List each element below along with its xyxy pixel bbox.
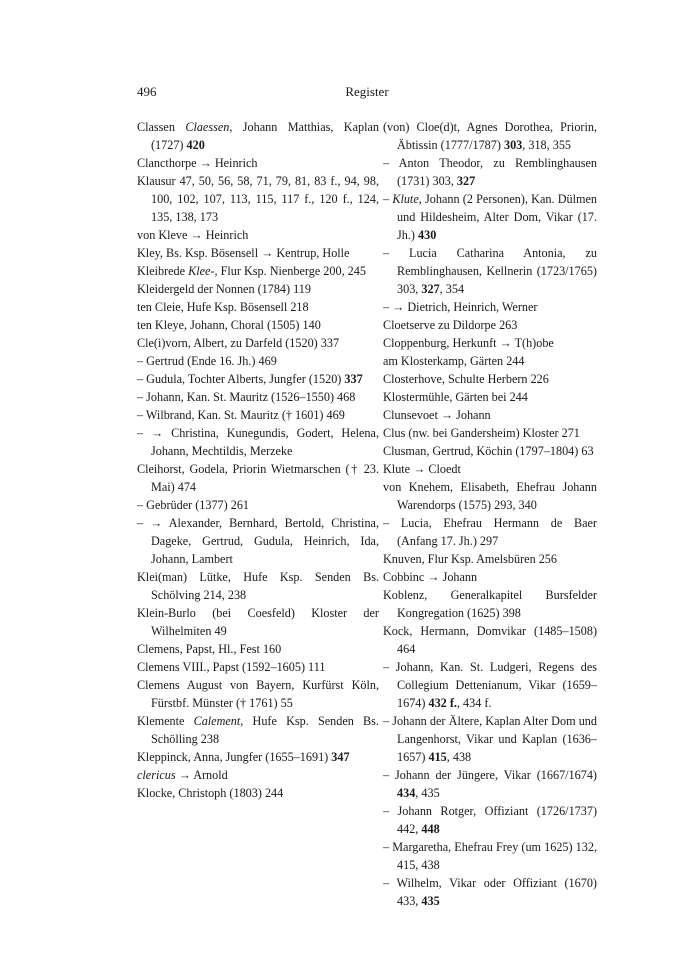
index-entry — [383, 118, 597, 154]
page-number: 496 — [137, 84, 157, 99]
index-entry — [383, 442, 597, 460]
index-entry — [137, 118, 379, 154]
index-entry — [383, 622, 597, 658]
entry-segment: Clusman, Gertrud, Köchin (1797–1804) 63 — [383, 444, 594, 458]
entry-segment: Kock, Hermann, Domvikar (1485–1508) 464 — [383, 624, 597, 656]
index-entry — [137, 226, 379, 244]
entry-segment: ten Kleye, Johann, Choral (1505) 140 — [137, 318, 321, 332]
entry-segment: – → Alexander, Bernhard, Bertold, Christina, Dageke, Gertrud, Gudula, Heinrich, Ida, Johann, Lambert — [137, 516, 379, 566]
entry-segment: Knuven, Flur Ksp. Amelsbüren 256 — [383, 552, 557, 566]
entry-segment: – Lucia Catharina Antonia, zu Remblinghausen, Kellnerin (1723/1765) 303, — [383, 246, 597, 296]
entry-segment: – Gudula, Tochter Alberts, Jungfer (1520) — [137, 372, 345, 386]
entry-segment: Cle(i)vorn, Albert, zu Darfeld (1520) 337 — [137, 336, 340, 350]
entry-segment: 327 — [456, 174, 476, 188]
entry-segment: – Lucia, Ehefrau Hermann de Baer (Anfang 17. Jh.) 297 — [383, 516, 597, 548]
entry-segment: 327 — [421, 282, 440, 296]
entry-segment: , Hufe Ksp. Senden Bs. Schölling 238 — [151, 714, 379, 746]
index-entry — [383, 406, 597, 424]
entry-segment: von Knehem, Elisabeth, Ehefrau Johann Warendorps (1575) 293, 340 — [383, 480, 597, 512]
entry-segment: Kleidergeld der Nonnen (1784) 119 — [137, 282, 311, 296]
index-entry — [137, 568, 379, 604]
entry-segment: Kley, Bs. Ksp. Bösensell → Kentrup, Holle — [137, 246, 350, 260]
index-entry — [383, 838, 597, 874]
entry-segment: – Johann der Ältere, Kaplan Alter Dom und Langenhorst, Vikar und Kaplan (1636–1657) — [383, 714, 597, 764]
index-entry — [137, 658, 379, 676]
index-entry — [383, 424, 597, 442]
entry-segment: – Johann der Jüngere, Vikar (1667/1674) — [383, 768, 597, 782]
index-entry — [383, 154, 597, 190]
index-entry — [137, 262, 379, 280]
entry-segment: Cobbinc → Johann — [383, 570, 478, 584]
entry-segment: Klute → Cloedt — [383, 462, 461, 476]
index-entry — [137, 154, 379, 172]
index-entry — [137, 766, 379, 784]
index-entry — [137, 334, 379, 352]
index-entry — [137, 280, 379, 298]
index-entry — [383, 334, 597, 352]
entry-segment: Closterhove, Schulte Herbern 226 — [383, 372, 549, 386]
index-entry — [383, 712, 597, 766]
entry-segment: Clemens August von Bayern, Kurfürst Köln, Fürstbf. Münster († 1761) 55 — [137, 678, 379, 710]
index-column-left — [137, 118, 379, 802]
index-entry — [383, 550, 597, 568]
entry-segment: von Kleve → Heinrich — [137, 228, 249, 242]
index-entry — [383, 514, 597, 550]
entry-segment: , 435 — [415, 786, 440, 800]
entry-segment: Johann (2 Personen), Kan. Dülmen und Hildesheim, Alter Dom, Vikar (17. Jh.) — [397, 192, 597, 242]
index-entry — [137, 514, 379, 568]
entry-segment: Clus (nw. bei Gandersheim) Kloster 271 — [383, 426, 580, 440]
running-title: Register — [345, 84, 389, 99]
index-entry — [137, 604, 379, 640]
entry-segment: , 438 — [446, 750, 472, 764]
entry-segment: Calement — [193, 714, 241, 728]
index-entry — [137, 370, 379, 388]
index-entry — [383, 244, 597, 298]
entry-segment: Cleihorst, Godela, Priorin Wietmarschen († 23. Mai) 474 — [137, 462, 379, 494]
entry-segment: Claessen — [185, 120, 230, 134]
entry-segment: Koblenz, Generalkapitel Bursfelder Kongregation (1625) 398 — [383, 588, 597, 620]
index-entry — [137, 388, 379, 406]
entry-segment: – Johann Rotger, Offiziant (1726/1737) 442, — [383, 804, 597, 836]
entry-segment: – Anton Theodor, zu Remblinghausen (1731) 303, — [383, 156, 597, 188]
entry-segment: , Flur Ksp. Nienberge 200, 245 — [214, 264, 366, 278]
entry-segment: 430 — [418, 228, 437, 242]
entry-segment: – Margaretha, Ehefrau Frey (um 1625) 132, 415, 438 — [383, 840, 597, 872]
entry-segment: – Gebrüder (1377) 261 — [137, 498, 250, 512]
entry-segment: – → Dietrich, Heinrich, Werner — [383, 300, 538, 314]
entry-segment: 347 — [331, 750, 350, 764]
entry-segment: , Johann Matthias, Kaplan (1727) — [151, 120, 379, 152]
index-entry — [137, 352, 379, 370]
index-entry — [383, 478, 597, 514]
entry-segment: Clunsevoet → Johann — [383, 408, 491, 422]
entry-segment: Kleppinck, Anna, Jungfer (1655–1691) — [137, 750, 332, 764]
entry-segment: Klei(man) Lütke, Hufe Ksp. Senden Bs. Schölving 214, 238 — [137, 570, 379, 602]
index-entry — [383, 190, 597, 244]
entry-segment: am Klosterkamp, Gärten 244 — [383, 354, 525, 368]
entry-segment: , 318, 355 — [522, 138, 572, 152]
entry-segment: – → Christina, Kunegundis, Godert, Helena, Johann, Mechtildis, Merzeke — [137, 426, 379, 458]
entry-segment: Clancthorpe → Heinrich — [137, 156, 258, 170]
index-entry — [137, 676, 379, 712]
index-entry — [383, 352, 597, 370]
entry-segment: – Johann, Kan. St. Mauritz (1526–1550) 468 — [137, 390, 356, 404]
index-entry — [137, 244, 379, 262]
index-entry — [137, 640, 379, 658]
entry-segment: (von) Cloe(d)t, Agnes Dorothea, Priorin, Äbtissin (1777/1787) — [383, 120, 597, 152]
index-entry — [137, 784, 379, 802]
index-entry — [383, 460, 597, 478]
entry-segment: Klocke, Christoph (1803) 244 — [137, 786, 284, 800]
entry-segment: , 434 f. — [456, 696, 492, 710]
index-entry — [383, 370, 597, 388]
index-entry — [383, 316, 597, 334]
index-column-right — [383, 118, 597, 910]
index-entry — [137, 460, 379, 496]
entry-segment: Klostermühle, Gärten bei 244 — [383, 390, 528, 404]
index-entry — [137, 424, 379, 460]
entry-segment: – Johann, Kan. St. Ludgeri, Regens des Collegium Dettenianum, Vikar (1659–1674) — [383, 660, 597, 710]
entry-segment: Kleibrede — [137, 264, 189, 278]
entry-segment: – — [383, 192, 393, 206]
entry-segment: 337 — [344, 372, 363, 386]
entry-segment: Cloppenburg, Herkunft → T(h)obe — [383, 336, 554, 350]
entry-segment: 432 f. — [428, 696, 457, 710]
entry-segment: Klee- — [188, 264, 215, 278]
entry-segment: Klute, — [392, 192, 422, 206]
entry-segment: → Arnold — [175, 768, 228, 782]
index-entry — [383, 388, 597, 406]
entry-segment: – Wilhelm, Vikar oder Offiziant (1670) 433, — [383, 876, 597, 908]
entry-segment: Clemens VIII., Papst (1592–1605) 111 — [137, 660, 326, 674]
index-entry — [383, 802, 597, 838]
index-entry — [383, 658, 597, 712]
entry-segment: ten Cleie, Hufe Ksp. Bösensell 218 — [137, 300, 309, 314]
entry-segment: 434 — [397, 786, 416, 800]
entry-segment: Klein-Burlo (bei Coesfeld) Kloster der Wilhelmiten 49 — [137, 606, 379, 638]
index-entry — [383, 874, 597, 910]
index-entry — [383, 586, 597, 622]
entry-segment: 448 — [421, 822, 440, 836]
index-entry — [137, 748, 379, 766]
index-entry — [383, 568, 597, 586]
index-entry — [137, 406, 379, 424]
entry-segment: Classen — [137, 120, 186, 134]
entry-segment: , 354 — [439, 282, 465, 296]
index-entry — [383, 298, 597, 316]
entry-segment: clericus — [137, 768, 176, 782]
index-entry — [137, 172, 379, 226]
entry-segment: Klemente — [137, 714, 194, 728]
entry-segment: 303 — [503, 138, 523, 152]
entry-segment: Klausur 47, 50, 56, 58, 71, 79, 81, 83 f., 94, 98, 100, 102, 107, 113, 115, 117 f., 120 f., 124, 135, 138, 173 — [137, 174, 379, 224]
entry-segment: Cloetserve zu Dildorpe 263 — [383, 318, 518, 332]
entry-segment: – Wilbrand, Kan. St. Mauritz († 1601) 469 — [137, 408, 345, 422]
index-entry — [137, 496, 379, 514]
entry-segment: 435 — [421, 894, 440, 908]
index-entry — [137, 298, 379, 316]
index-entry — [137, 712, 379, 748]
entry-segment: – Gertrud (Ende 16. Jh.) 469 — [137, 354, 277, 368]
index-entry — [137, 316, 379, 334]
index-entry — [383, 766, 597, 802]
entry-segment: 415 — [428, 750, 447, 764]
page-header — [137, 84, 597, 104]
entry-segment: 420 — [186, 138, 205, 152]
entry-segment: Clemens, Papst, Hl., Fest 160 — [137, 642, 282, 656]
